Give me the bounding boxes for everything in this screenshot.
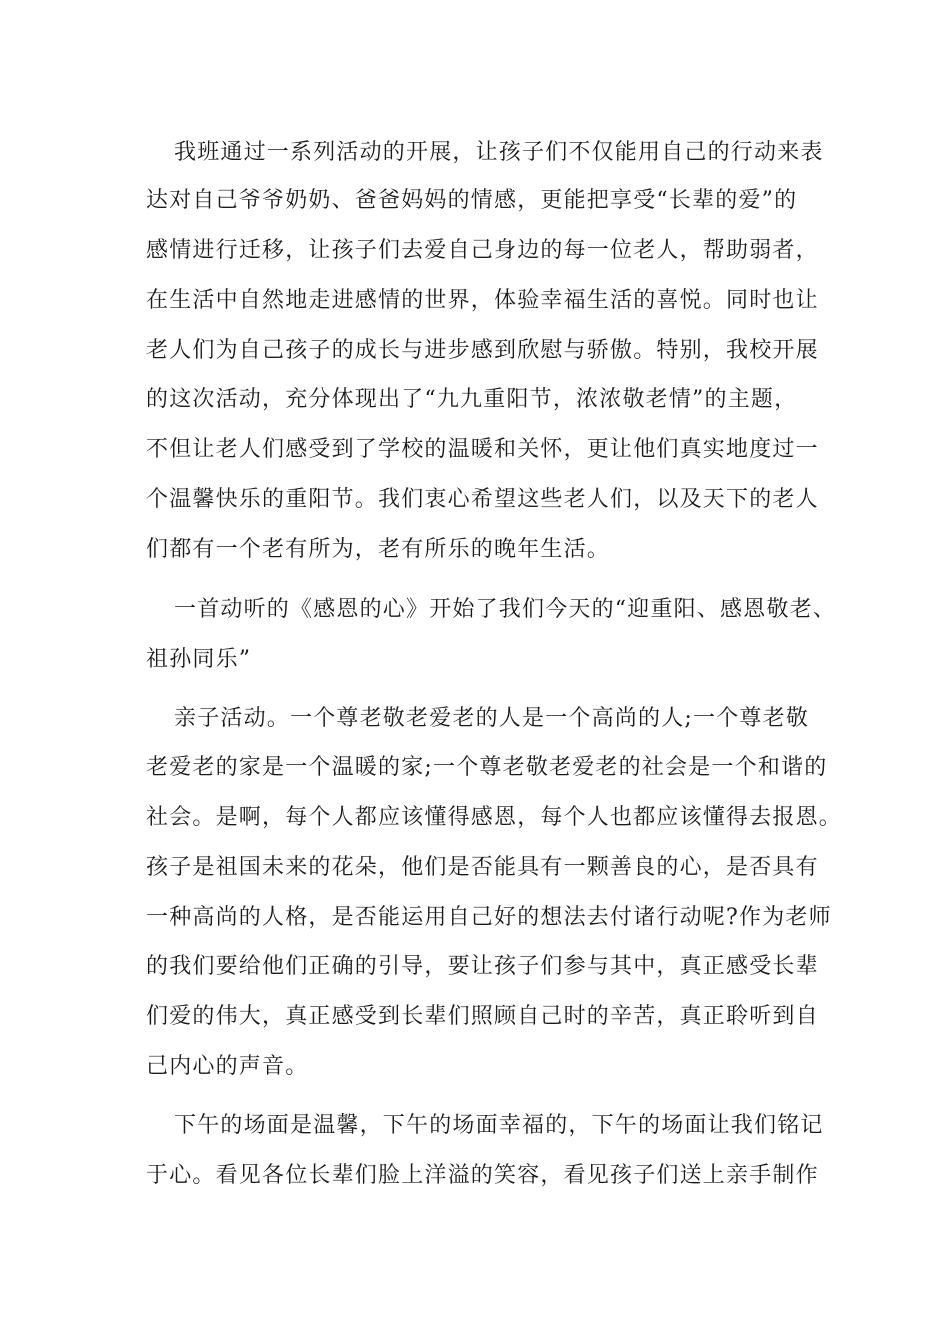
text-line: 己内心的声音。 <box>146 1054 309 1079</box>
text-line: 老爱老的家是一个温暖的家;一个尊老敬老爱老的社会是一个和谐的 <box>146 755 828 780</box>
text-line: 们爱的伟大，真正感受到长辈们照顾自己时的辛苦，真正聆听到自 <box>146 1004 819 1029</box>
text-line: 一种高尚的人格，是否能运用自己好的想法去付诸行动呢?作为老师 <box>146 905 832 930</box>
text-line: 老人们为自己孩子的成长与进步感到欣慰与骄傲。特别，我校开展 <box>146 338 819 363</box>
text-line: 我班通过一系列活动的开展，让孩子们不仅能用自己的行动来表 <box>174 140 824 165</box>
text-line: 祖孙同乐” <box>146 647 252 672</box>
text-line: 个温馨快乐的重阳节。我们衷心希望这些老人们，以及天下的老人 <box>146 487 819 512</box>
text-line: 一首动听的《感恩的心》开始了我们今天的“迎重阳、感恩敬老、 <box>174 597 837 622</box>
text-line: 下午的场面是温馨，下午的场面幸福的，下午的场面让我们铭记 <box>174 1113 824 1138</box>
text-line: 社会。是啊，每个人都应该懂得感恩，每个人也都应该懂得去报恩。 <box>146 805 843 830</box>
text-line: 们都有一个老有所为，老有所乐的晚年生活。 <box>146 537 611 562</box>
text-line: 亲子活动。一个尊老敬老爱老的人是一个高尚的人;一个尊老敬 <box>174 706 810 731</box>
text-line: 不但让老人们感受到了学校的温暖和关怀，更让他们真实地度过一 <box>146 437 819 462</box>
text-line: 达对自己爷爷奶奶、爸爸妈妈的情感，更能把享受“长辈的爱”的 <box>146 188 798 213</box>
text-line: 的这次活动，充分体现出了“九九重阳节，浓浓敬老情”的主题， <box>146 387 798 412</box>
text-line: 于心。看见各位长辈们脸上洋溢的笑容，看见孩子们送上亲手制作 <box>146 1163 819 1188</box>
text-line: 感情进行迁移，让孩子们去爱自己身边的每一位老人，帮助弱者， <box>146 238 819 263</box>
text-line: 的我们要给他们正确的引导，要让孩子们参与其中，真正感受长辈 <box>146 954 819 979</box>
text-line: 孩子是祖国未来的花朵，他们是否能具有一颗善良的心，是否具有 <box>146 855 819 880</box>
text-line: 在生活中自然地走进感情的世界，体验幸福生活的喜悦。同时也让 <box>146 288 819 313</box>
